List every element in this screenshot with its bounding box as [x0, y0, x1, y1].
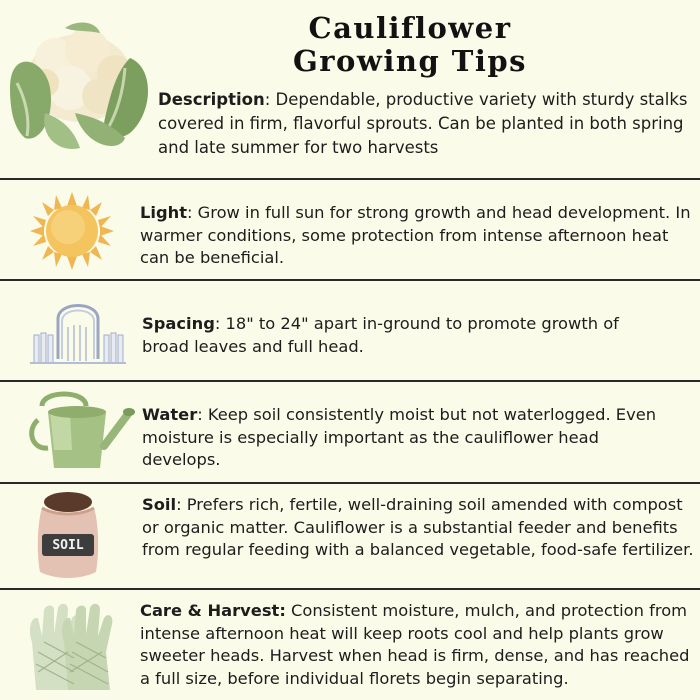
- description-label: Description: [158, 90, 265, 109]
- section-spacing: [0, 281, 700, 381]
- section-label: Water: [142, 405, 198, 424]
- section-body: : Grow in full sun for strong growth and head development. In warmer conditions, some protection from intense afternoon heat can be beneficial.: [140, 203, 691, 267]
- section-care-harvest: [0, 590, 700, 700]
- section-light: [0, 180, 700, 280]
- gardening-gloves-icon: [24, 602, 124, 692]
- cauliflower-icon: [5, 18, 155, 158]
- section-body: : 18" to 24" apart in-ground to promote growth of broad leaves and full head.: [142, 314, 619, 356]
- description-text: : Dependable, productive variety with sturdy stalks covered in firm, flavorful sprouts. Can be planted in both spring and late summer for two harvests: [158, 90, 688, 157]
- soil-bag-label: SOIL: [52, 538, 84, 553]
- watering-can-icon: [28, 390, 136, 474]
- soil-bag-icon: [32, 490, 104, 580]
- section-water: [0, 382, 700, 482]
- section-spacing-text: [142, 313, 662, 358]
- section-label: Care & Harvest:: [140, 601, 286, 620]
- title-line-2: Growing Tips: [292, 44, 528, 78]
- section-light-text: [140, 202, 695, 270]
- section-label: Spacing: [142, 314, 215, 333]
- section-body: Consistent moisture, mulch, and protection from intense afternoon heat will keep roots cool and help plants grow sweeter heads. Harvest when head is firm, dense, and has reached a full size, before individual florets begin separating.: [140, 601, 690, 688]
- section-care-harvest-text: [140, 600, 695, 690]
- garden-gate-icon: [30, 297, 126, 369]
- section-soil: [0, 484, 700, 588]
- title-line-1: Cauliflower: [308, 11, 512, 45]
- section-label: Soil: [142, 495, 177, 514]
- description-block: [158, 88, 688, 160]
- section-body: : Prefers rich, fertile, well-draining soil amended with compost or organic matter. Cauliflower is a substantial feeder and benefits from regular feeding with a balanced vegetable, food-safe fertilizer.: [142, 495, 694, 559]
- section-water-text: [142, 404, 662, 472]
- page-title: [215, 12, 605, 78]
- section-label: Light: [140, 203, 187, 222]
- section-soil-text: [142, 494, 697, 562]
- sun-icon: [30, 192, 114, 270]
- section-body: : Keep soil consistently moist but not waterlogged. Even moisture is especially important as the cauliflower head develops.: [142, 405, 657, 469]
